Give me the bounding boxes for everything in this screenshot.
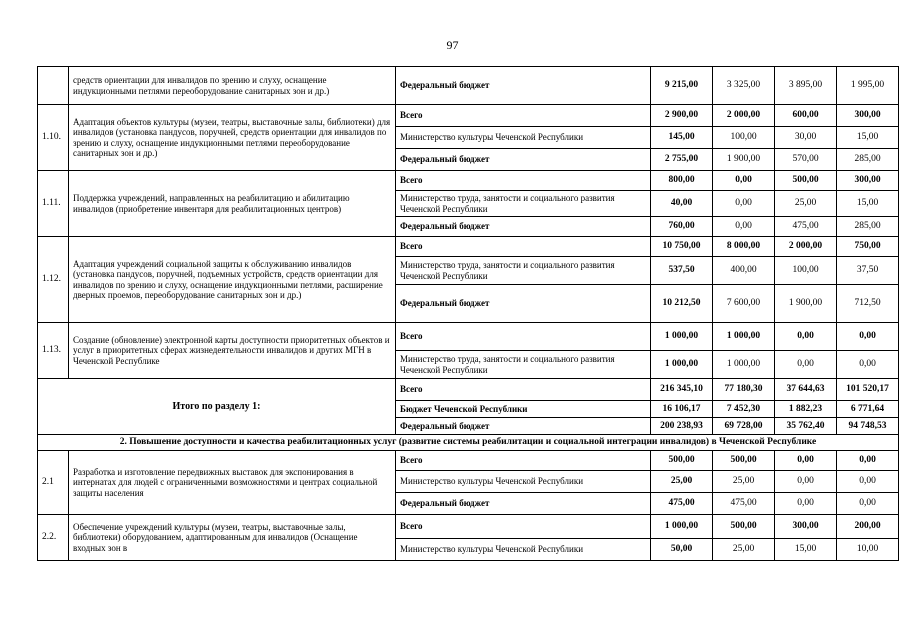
value-cell: 0,00	[775, 323, 837, 351]
value-cell: 600,00	[775, 105, 837, 127]
value-cell: 0,00	[713, 171, 775, 191]
value-cell: 800,00	[651, 171, 713, 191]
funding-source: Федеральный бюджет	[396, 285, 651, 323]
value-cell: 0,00	[713, 217, 775, 237]
value-cell: 1 000,00	[651, 351, 713, 379]
measure-name: Создание (обновление) электронной карты доступности приоритетных объектов и услуг в приоритетных сферах жизнедеятельности инвалидов и других МГН в Чеченской Республике	[69, 323, 396, 379]
value-cell: 3 895,00	[775, 67, 837, 105]
table-row	[38, 105, 899, 127]
value-cell: 1 900,00	[775, 285, 837, 323]
table-row	[38, 67, 899, 105]
value-cell: 40,00	[651, 191, 713, 217]
value-cell: 500,00	[713, 515, 775, 539]
value-cell: 0,00	[775, 493, 837, 515]
funding-source: Министерство культуры Чеченской Республики	[396, 127, 651, 149]
table-row	[38, 171, 899, 191]
funding-source: Всего	[396, 515, 651, 539]
value-cell: 570,00	[775, 149, 837, 171]
value-cell: 0,00	[837, 471, 899, 493]
value-cell: 25,00	[713, 471, 775, 493]
row-number: 1.11.	[38, 171, 69, 237]
funding-source: Министерство культуры Чеченской Республики	[396, 539, 651, 561]
value-cell: 100,00	[775, 257, 837, 285]
value-cell: 94 748,53	[837, 418, 899, 435]
value-cell: 2 755,00	[651, 149, 713, 171]
value-cell: 400,00	[713, 257, 775, 285]
value-cell: 1 000,00	[651, 323, 713, 351]
value-cell: 0,00	[837, 451, 899, 471]
value-cell: 1 900,00	[713, 149, 775, 171]
funding-source: Всего	[396, 105, 651, 127]
funding-source: Федеральный бюджет	[396, 67, 651, 105]
row-number: 1.13.	[38, 323, 69, 379]
value-cell: 285,00	[837, 149, 899, 171]
funding-source: Министерство труда, занятости и социального развития Чеченской Республики	[396, 257, 651, 285]
value-cell: 3 325,00	[713, 67, 775, 105]
funding-source: Федеральный бюджет	[396, 217, 651, 237]
value-cell: 1 882,23	[775, 401, 837, 418]
value-cell: 10 750,00	[651, 237, 713, 257]
value-cell: 760,00	[651, 217, 713, 237]
value-cell: 750,00	[837, 237, 899, 257]
row-number: 2.2.	[38, 515, 69, 561]
table-row	[38, 237, 899, 257]
funding-source: Федеральный бюджет	[396, 149, 651, 171]
value-cell: 100,00	[713, 127, 775, 149]
value-cell: 0,00	[775, 451, 837, 471]
value-cell: 25,00	[775, 191, 837, 217]
table-row	[38, 379, 899, 401]
funding-source: Всего	[396, 171, 651, 191]
value-cell: 1 995,00	[837, 67, 899, 105]
value-cell: 300,00	[837, 171, 899, 191]
value-cell: 1 000,00	[651, 515, 713, 539]
value-cell: 10 212,50	[651, 285, 713, 323]
value-cell: 300,00	[775, 515, 837, 539]
value-cell: 15,00	[775, 539, 837, 561]
value-cell: 77 180,30	[713, 379, 775, 401]
value-cell: 216 345,10	[651, 379, 713, 401]
value-cell: 0,00	[837, 323, 899, 351]
value-cell: 0,00	[713, 191, 775, 217]
value-cell: 15,00	[837, 127, 899, 149]
value-cell: 15,00	[837, 191, 899, 217]
measure-name: Адаптация учреждений социальной защиты к обслуживанию инвалидов (установка пандусов, поручней, подъемных устройств, средств ориентации для инвалидов по зрению и слуху, оснащение индукционными петлями, расширение дверных проемов, переоборудование санитарных зон и др.)	[69, 237, 396, 323]
value-cell: 30,00	[775, 127, 837, 149]
funding-source: Всего	[396, 379, 651, 401]
funding-source: Федеральный бюджет	[396, 493, 651, 515]
value-cell: 2 000,00	[713, 105, 775, 127]
section-total-label: Итого по разделу 1:	[38, 379, 396, 435]
value-cell: 69 728,00	[713, 418, 775, 435]
value-cell: 2 000,00	[775, 237, 837, 257]
value-cell: 7 452,30	[713, 401, 775, 418]
value-cell: 25,00	[713, 539, 775, 561]
measure-name: средств ориентации для инвалидов по зрению и слуху, оснащение индукционными петлями переоборудование санитарных зон и др.)	[69, 67, 396, 105]
row-number: 1.10.	[38, 105, 69, 171]
value-cell: 6 771,64	[837, 401, 899, 418]
funding-source: Бюджет Чеченской Республики	[396, 401, 651, 418]
row-number	[38, 67, 69, 105]
value-cell: 500,00	[713, 451, 775, 471]
value-cell: 475,00	[775, 217, 837, 237]
value-cell: 475,00	[651, 493, 713, 515]
measure-name: Обеспечение учреждений культуры (музеи, театры, выставочные залы, библиотеки) оборудованием, адаптированным для инвалидов (Оснащение входных зон в	[69, 515, 396, 561]
funding-source: Всего	[396, 237, 651, 257]
measure-name: Адаптация объектов культуры (музеи, театры, выставочные залы, библиотеки) для инвалидов (установка пандусов, поручней, средств ориентации для инвалидов по зрению и слуху, оснащение индукционными петлями переоборудование санитарных зон и др.)	[69, 105, 396, 171]
value-cell: 37 644,63	[775, 379, 837, 401]
row-number: 1.12.	[38, 237, 69, 323]
value-cell: 101 520,17	[837, 379, 899, 401]
row-number: 2.1	[38, 451, 69, 515]
table-row	[38, 451, 899, 471]
funding-source: Федеральный бюджет	[396, 418, 651, 435]
value-cell: 35 762,40	[775, 418, 837, 435]
value-cell: 200,00	[837, 515, 899, 539]
funding-source: Министерство труда, занятости и социального развития Чеченской Республики	[396, 351, 651, 379]
value-cell: 1 000,00	[713, 351, 775, 379]
value-cell: 537,50	[651, 257, 713, 285]
value-cell: 0,00	[775, 471, 837, 493]
value-cell: 712,50	[837, 285, 899, 323]
value-cell: 145,00	[651, 127, 713, 149]
value-cell: 475,00	[713, 493, 775, 515]
value-cell: 500,00	[775, 171, 837, 191]
measure-name: Поддержка учреждений, направленных на реабилитацию и абилитацию инвалидов (приобретение инвентаря для реабилитационных центров)	[69, 171, 396, 237]
funding-source: Министерство труда, занятости и социального развития Чеченской Республики	[396, 191, 651, 217]
value-cell: 25,00	[651, 471, 713, 493]
value-cell: 0,00	[837, 351, 899, 379]
value-cell: 50,00	[651, 539, 713, 561]
value-cell: 1 000,00	[713, 323, 775, 351]
page-number: 97	[446, 38, 459, 52]
section-heading: 2. Повышение доступности и качества реабилитационных услуг (развитие системы реабилитации и социальной интеграции инвалидов) в Чеченской Республике	[38, 435, 899, 451]
funding-source: Всего	[396, 323, 651, 351]
value-cell: 500,00	[651, 451, 713, 471]
value-cell: 0,00	[837, 493, 899, 515]
measure-name: Разработка и изготовление передвижных выставок для экспонирования в интернатах для людей с ограниченными возможностями и центрах социальной защиты населения	[69, 451, 396, 515]
table-row	[38, 435, 899, 451]
table-row	[38, 515, 899, 539]
value-cell: 16 106,17	[651, 401, 713, 418]
value-cell: 9 215,00	[651, 67, 713, 105]
value-cell: 285,00	[837, 217, 899, 237]
value-cell: 7 600,00	[713, 285, 775, 323]
funding-source: Министерство культуры Чеченской Республики	[396, 471, 651, 493]
value-cell: 8 000,00	[713, 237, 775, 257]
funding-source: Всего	[396, 451, 651, 471]
table-row	[38, 323, 899, 351]
value-cell: 10,00	[837, 539, 899, 561]
value-cell: 0,00	[775, 351, 837, 379]
value-cell: 2 900,00	[651, 105, 713, 127]
value-cell: 200 238,93	[651, 418, 713, 435]
value-cell: 37,50	[837, 257, 899, 285]
budget-table	[37, 66, 899, 561]
value-cell: 300,00	[837, 105, 899, 127]
